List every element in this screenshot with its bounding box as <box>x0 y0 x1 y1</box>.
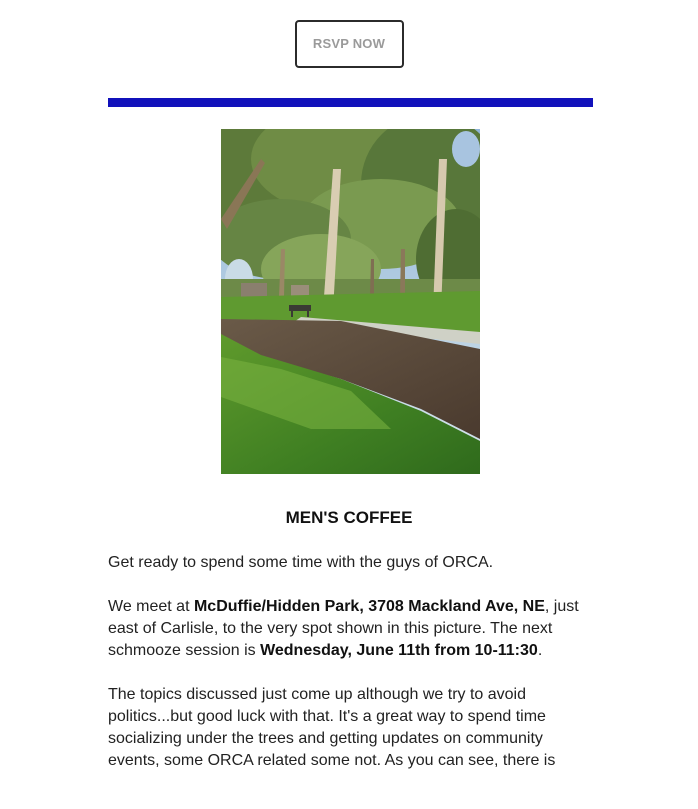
event-title: MEN'S COFFEE <box>285 508 413 527</box>
rsvp-container <box>0 20 698 68</box>
event-description <box>108 552 593 794</box>
meet-suffix: . <box>537 642 543 659</box>
topics-paragraph: The topics discussed just come up although we try to avoid politics...but good luck with that. It's a great way to spend time socializing under the trees and getting updates on community events, some ORCA related some not. As you can see, there is <box>108 686 556 769</box>
meet-paragraph <box>108 596 593 662</box>
park-photo <box>221 129 480 474</box>
meet-middle: , just east of Carlisle, to the very spot shown in this picture. The next schmooze session is <box>108 598 579 659</box>
park-photo-image <box>221 129 480 474</box>
meet-location: McDuffie/Hidden Park, 3708 Mackland Ave, NE <box>193 598 545 615</box>
rsvp-button[interactable]: RSVP NOW <box>295 20 404 68</box>
intro-paragraph: Get ready to spend some time with the guys of ORCA. <box>108 554 494 571</box>
meet-prefix: We meet at <box>108 598 194 615</box>
section-divider <box>108 98 593 107</box>
meet-time: Wednesday, June 11th from 10-11:30 <box>260 642 538 659</box>
